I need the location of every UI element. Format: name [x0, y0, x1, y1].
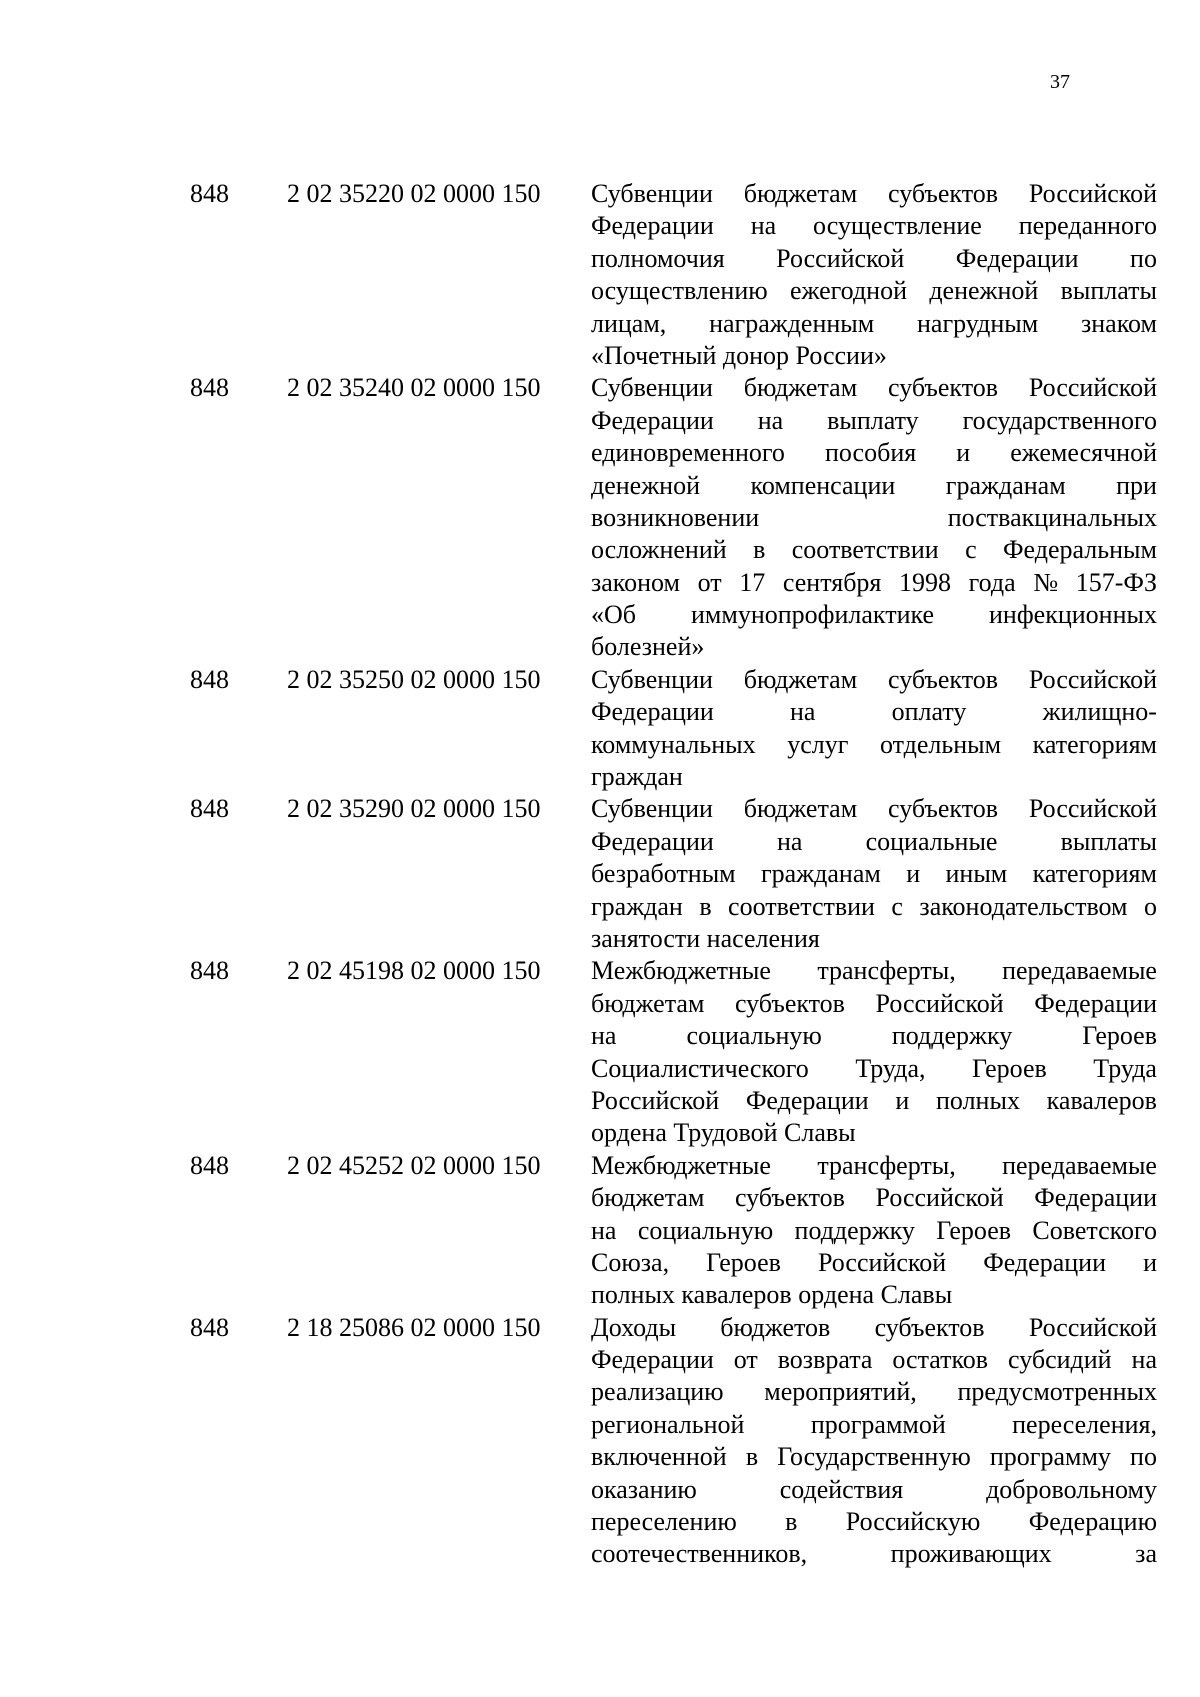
- admin-code-cell: 848: [190, 664, 229, 694]
- description-word: бюджетам: [743, 179, 858, 208]
- description-word: сентября: [782, 567, 882, 597]
- description-word: Субвенции: [591, 664, 713, 694]
- description-line: [591, 1053, 1157, 1085]
- description-word: Субвенции: [591, 373, 713, 403]
- description-word: субъектов: [888, 373, 999, 403]
- description-word: Российской: [875, 1183, 1004, 1213]
- admin-code-cell: 848: [190, 179, 229, 208]
- description-word: социальную: [686, 1021, 822, 1051]
- description-line: [591, 1506, 1157, 1538]
- description-line: [591, 1441, 1157, 1473]
- budget-classification-code-cell: 2 02 35250 02 0000 150: [287, 664, 541, 694]
- description-word: Героев: [1082, 1021, 1157, 1051]
- description-word: социальные: [865, 826, 998, 856]
- description-word: Федерации: [591, 826, 714, 856]
- description-line: [591, 664, 1157, 696]
- description-word: граждан: [591, 891, 683, 921]
- description-word: гражданам: [761, 859, 881, 889]
- description-word: поддержку: [794, 1215, 915, 1245]
- description-word: с: [891, 891, 903, 921]
- description-word: и: [956, 438, 971, 468]
- description-word: безработным: [591, 859, 736, 889]
- description-word: проживающих: [890, 1539, 1052, 1569]
- description-line: [591, 210, 1157, 242]
- description-line: граждан: [591, 762, 683, 792]
- description-word: выплаты: [1060, 276, 1157, 306]
- description-word: в: [753, 535, 766, 565]
- description-word: переселению: [591, 1507, 737, 1537]
- description-word: переселения,: [1012, 1409, 1157, 1439]
- description-word: кавалеров: [1046, 1085, 1157, 1115]
- description-word: в: [745, 1442, 759, 1472]
- table-row: [0, 1150, 1200, 1312]
- description-word: Героев: [706, 1247, 781, 1277]
- description-line: [591, 1312, 1157, 1344]
- description-word: Субвенции: [591, 794, 713, 824]
- description-word: гражданам: [945, 470, 1066, 500]
- description-word: реализацию: [591, 1377, 724, 1407]
- description-word: трансферты,: [817, 956, 956, 986]
- description-line: [591, 1182, 1157, 1214]
- description-line: занятости населения: [591, 923, 820, 953]
- description-word: компенсации: [750, 470, 896, 500]
- table-row: [0, 955, 1200, 1149]
- income-code-table: [0, 178, 1200, 1571]
- description-word: выплату: [827, 405, 919, 435]
- description-line: [591, 534, 1157, 566]
- description-line: [591, 1474, 1157, 1506]
- income-description-cell: [591, 664, 1157, 794]
- description-word: Российской: [591, 1085, 720, 1115]
- description-word: Федерации: [983, 1247, 1106, 1277]
- income-description-cell: [591, 1312, 1157, 1571]
- description-word: Федерации: [745, 1085, 869, 1115]
- description-word: денежной: [591, 470, 701, 500]
- description-line: [591, 599, 1157, 631]
- description-line: [591, 405, 1157, 437]
- description-word: знаком: [1080, 308, 1157, 338]
- admin-code-cell: 848: [190, 373, 229, 403]
- table-row: [0, 178, 1200, 372]
- description-word: полных: [936, 1085, 1020, 1115]
- description-word: и: [895, 1085, 910, 1115]
- description-word: Российской: [1028, 1312, 1157, 1342]
- admin-code-cell: 848: [190, 1312, 229, 1342]
- description-word: передаваемые: [1002, 956, 1157, 986]
- description-word: субъектов: [888, 664, 999, 694]
- income-description-cell: [591, 793, 1157, 955]
- description-word: при: [1116, 470, 1157, 500]
- description-word: поствакцинальных: [947, 502, 1157, 532]
- description-word: программу: [989, 1442, 1111, 1472]
- description-word: пособия: [824, 438, 917, 468]
- description-word: 157-ФЗ: [1075, 567, 1157, 597]
- description-word: переданного: [1018, 211, 1157, 241]
- table-row: [0, 372, 1200, 664]
- description-word: бюджетам: [591, 1183, 705, 1213]
- description-word: года: [968, 567, 1016, 597]
- description-word: ежегодной: [789, 276, 907, 306]
- description-line: [591, 793, 1157, 825]
- description-word: Героев: [936, 1215, 1012, 1245]
- description-word: Федерации: [1034, 988, 1157, 1018]
- description-word: на: [1131, 1345, 1157, 1375]
- budget-classification-code-cell: 2 02 35240 02 0000 150: [287, 373, 541, 403]
- description-line: [591, 1409, 1157, 1441]
- description-word: Федеральным: [1003, 535, 1157, 565]
- description-line: [591, 1538, 1157, 1570]
- description-word: бюджетам: [743, 373, 858, 403]
- description-word: Федерации: [1034, 1183, 1157, 1213]
- description-word: поддержку: [891, 1021, 1013, 1051]
- description-line: болезней»: [591, 632, 705, 662]
- description-word: субъектов: [888, 179, 999, 208]
- description-word: законом: [591, 567, 680, 597]
- description-line: [591, 567, 1157, 599]
- description-word: Российской: [817, 1247, 947, 1277]
- description-line: [591, 826, 1157, 858]
- description-word: Федерацию: [1028, 1507, 1157, 1537]
- description-word: осуществлению: [591, 276, 768, 306]
- description-word: законодательством: [919, 891, 1128, 921]
- description-word: от: [697, 567, 722, 597]
- description-word: и: [1143, 1247, 1157, 1277]
- description-line: [591, 470, 1157, 502]
- description-word: добровольному: [986, 1474, 1157, 1504]
- description-word: субъектов: [734, 988, 845, 1018]
- description-word: оказанию: [591, 1474, 697, 1504]
- income-description-cell: [591, 372, 1157, 664]
- description-word: по: [1130, 1442, 1157, 1472]
- description-word: на: [591, 1021, 617, 1051]
- description-line: [591, 696, 1157, 728]
- description-word: социальную: [637, 1215, 774, 1245]
- description-word: Государственную: [777, 1442, 971, 1472]
- description-word: соотечественников,: [591, 1539, 808, 1569]
- description-word: Федерации: [591, 211, 714, 241]
- description-word: отдельным: [879, 729, 1002, 759]
- description-word: Доходы: [591, 1312, 677, 1342]
- description-line: [591, 502, 1157, 534]
- page-number: 37: [1050, 71, 1070, 93]
- description-line: [591, 1150, 1157, 1182]
- description-line: [591, 243, 1157, 275]
- description-word: Федерации: [955, 243, 1079, 273]
- description-word: Труда: [1093, 1053, 1157, 1083]
- description-word: программой: [810, 1409, 946, 1439]
- description-word: полномочия: [591, 243, 725, 273]
- budget-classification-code-cell: 2 02 45252 02 0000 150: [287, 1150, 541, 1180]
- description-word: соответствии: [791, 535, 939, 565]
- description-word: мероприятий,: [764, 1377, 917, 1407]
- description-word: осложнений: [591, 535, 727, 565]
- description-line: [591, 1376, 1157, 1408]
- description-word: на: [591, 1215, 617, 1245]
- description-word: предусмотренных: [957, 1377, 1157, 1407]
- table-row: [0, 793, 1200, 955]
- description-line: [591, 308, 1157, 340]
- description-word: награжденным: [709, 308, 875, 338]
- description-word: 1998: [899, 567, 952, 597]
- admin-code-cell: 848: [190, 794, 229, 824]
- description-word: по: [1130, 243, 1157, 273]
- description-word: Советского: [1032, 1215, 1157, 1245]
- description-word: передаваемые: [1002, 1150, 1157, 1180]
- budget-classification-code-cell: 2 18 25086 02 0000 150: [287, 1312, 541, 1342]
- description-word: категориям: [1032, 859, 1157, 889]
- description-word: субъектов: [874, 1312, 985, 1342]
- description-word: 17: [739, 567, 766, 597]
- description-line: полных кавалеров ордена Славы: [591, 1280, 953, 1310]
- description-word: Федерации: [591, 697, 714, 727]
- description-word: субъектов: [734, 1183, 845, 1213]
- description-word: с: [965, 535, 977, 565]
- budget-classification-code-cell: 2 02 35220 02 0000 150: [287, 179, 541, 208]
- description-word: услуг: [787, 729, 849, 759]
- description-word: включенной: [591, 1442, 727, 1472]
- description-word: оплату: [891, 697, 967, 727]
- description-word: региональной: [591, 1409, 745, 1439]
- description-line: [591, 729, 1157, 761]
- description-line: [591, 858, 1157, 890]
- description-word: Субвенции: [591, 179, 713, 208]
- admin-code-cell: 848: [190, 956, 229, 986]
- description-line: ордена Трудовой Славы: [591, 1118, 856, 1148]
- description-line: [591, 891, 1157, 923]
- description-word: на: [750, 211, 777, 241]
- description-word: Героев: [972, 1053, 1047, 1083]
- description-word: возникновении: [591, 502, 760, 532]
- description-word: выплаты: [1060, 826, 1157, 856]
- description-word: в: [699, 891, 712, 921]
- admin-code-cell: 848: [190, 1150, 229, 1180]
- income-description-cell: [591, 955, 1157, 1149]
- budget-classification-code-cell: 2 02 45198 02 0000 150: [287, 956, 541, 986]
- description-word: субсидий: [1008, 1345, 1112, 1375]
- description-word: категориям: [1032, 729, 1157, 759]
- description-word: остатков: [892, 1345, 989, 1375]
- description-word: субъектов: [888, 794, 999, 824]
- description-word: бюджетам: [743, 794, 858, 824]
- description-word: Межбюджетные: [591, 956, 771, 986]
- description-word: Труда,: [855, 1053, 926, 1083]
- description-word: возврата: [777, 1345, 873, 1375]
- description-word: соответствии: [728, 891, 875, 921]
- description-word: от: [733, 1345, 758, 1375]
- description-word: на: [757, 405, 784, 435]
- description-word: №: [1033, 567, 1059, 597]
- description-word: бюджетам: [591, 988, 705, 1018]
- budget-classification-code-cell: 2 02 35290 02 0000 150: [287, 794, 541, 824]
- description-word: Межбюджетные: [591, 1150, 771, 1180]
- description-line: [591, 178, 1157, 210]
- description-word: Российской: [1028, 179, 1157, 208]
- description-word: единовременного: [591, 438, 785, 468]
- description-word: иммунопрофилактике: [691, 600, 935, 630]
- description-word: инфекционных: [989, 600, 1157, 630]
- description-word: о: [1143, 891, 1157, 921]
- description-word: бюджетов: [720, 1312, 831, 1342]
- table-row: [0, 1312, 1200, 1571]
- description-line: [591, 372, 1157, 404]
- description-word: нагрудным: [917, 308, 1039, 338]
- description-word: Союза,: [591, 1247, 670, 1277]
- description-word: Российской: [776, 243, 905, 273]
- description-line: «Почетный донор России»: [591, 340, 887, 370]
- description-line: [591, 437, 1157, 469]
- description-word: коммунальных: [591, 729, 756, 759]
- description-word: Федерации: [591, 405, 714, 435]
- description-word: Российской: [1028, 794, 1157, 824]
- description-word: на: [776, 826, 803, 856]
- description-line: [591, 988, 1157, 1020]
- description-word: Социалистического: [591, 1053, 809, 1083]
- description-line: [591, 1247, 1157, 1279]
- description-word: трансферты,: [817, 1150, 956, 1180]
- income-description-cell: [591, 1150, 1157, 1312]
- description-line: [591, 1344, 1157, 1376]
- description-word: иным: [945, 859, 1008, 889]
- description-word: Российской: [1028, 373, 1157, 403]
- table-row: [0, 664, 1200, 794]
- description-word: Российской: [875, 988, 1004, 1018]
- description-word: Федерации: [591, 1345, 714, 1375]
- description-word: «Об: [591, 600, 637, 630]
- description-line: [591, 275, 1157, 307]
- description-word: жилищно-: [1042, 697, 1157, 727]
- description-word: денежной: [929, 276, 1039, 306]
- description-word: бюджетам: [743, 664, 858, 694]
- description-line: [591, 1215, 1157, 1247]
- description-word: осуществление: [813, 211, 982, 241]
- description-word: содействия: [779, 1474, 904, 1504]
- description-word: в: [785, 1507, 798, 1537]
- description-word: государственного: [962, 405, 1157, 435]
- description-word: лицам,: [591, 308, 667, 338]
- description-line: [591, 1020, 1157, 1052]
- description-word: на: [789, 697, 816, 727]
- description-line: [591, 1085, 1157, 1117]
- income-description-cell: [591, 178, 1157, 372]
- description-word: и: [906, 859, 921, 889]
- description-word: ежемесячной: [1010, 438, 1157, 468]
- description-word: за: [1135, 1539, 1157, 1569]
- description-line: [591, 955, 1157, 987]
- description-word: Российскую: [845, 1507, 981, 1537]
- description-word: Российской: [1028, 664, 1157, 694]
